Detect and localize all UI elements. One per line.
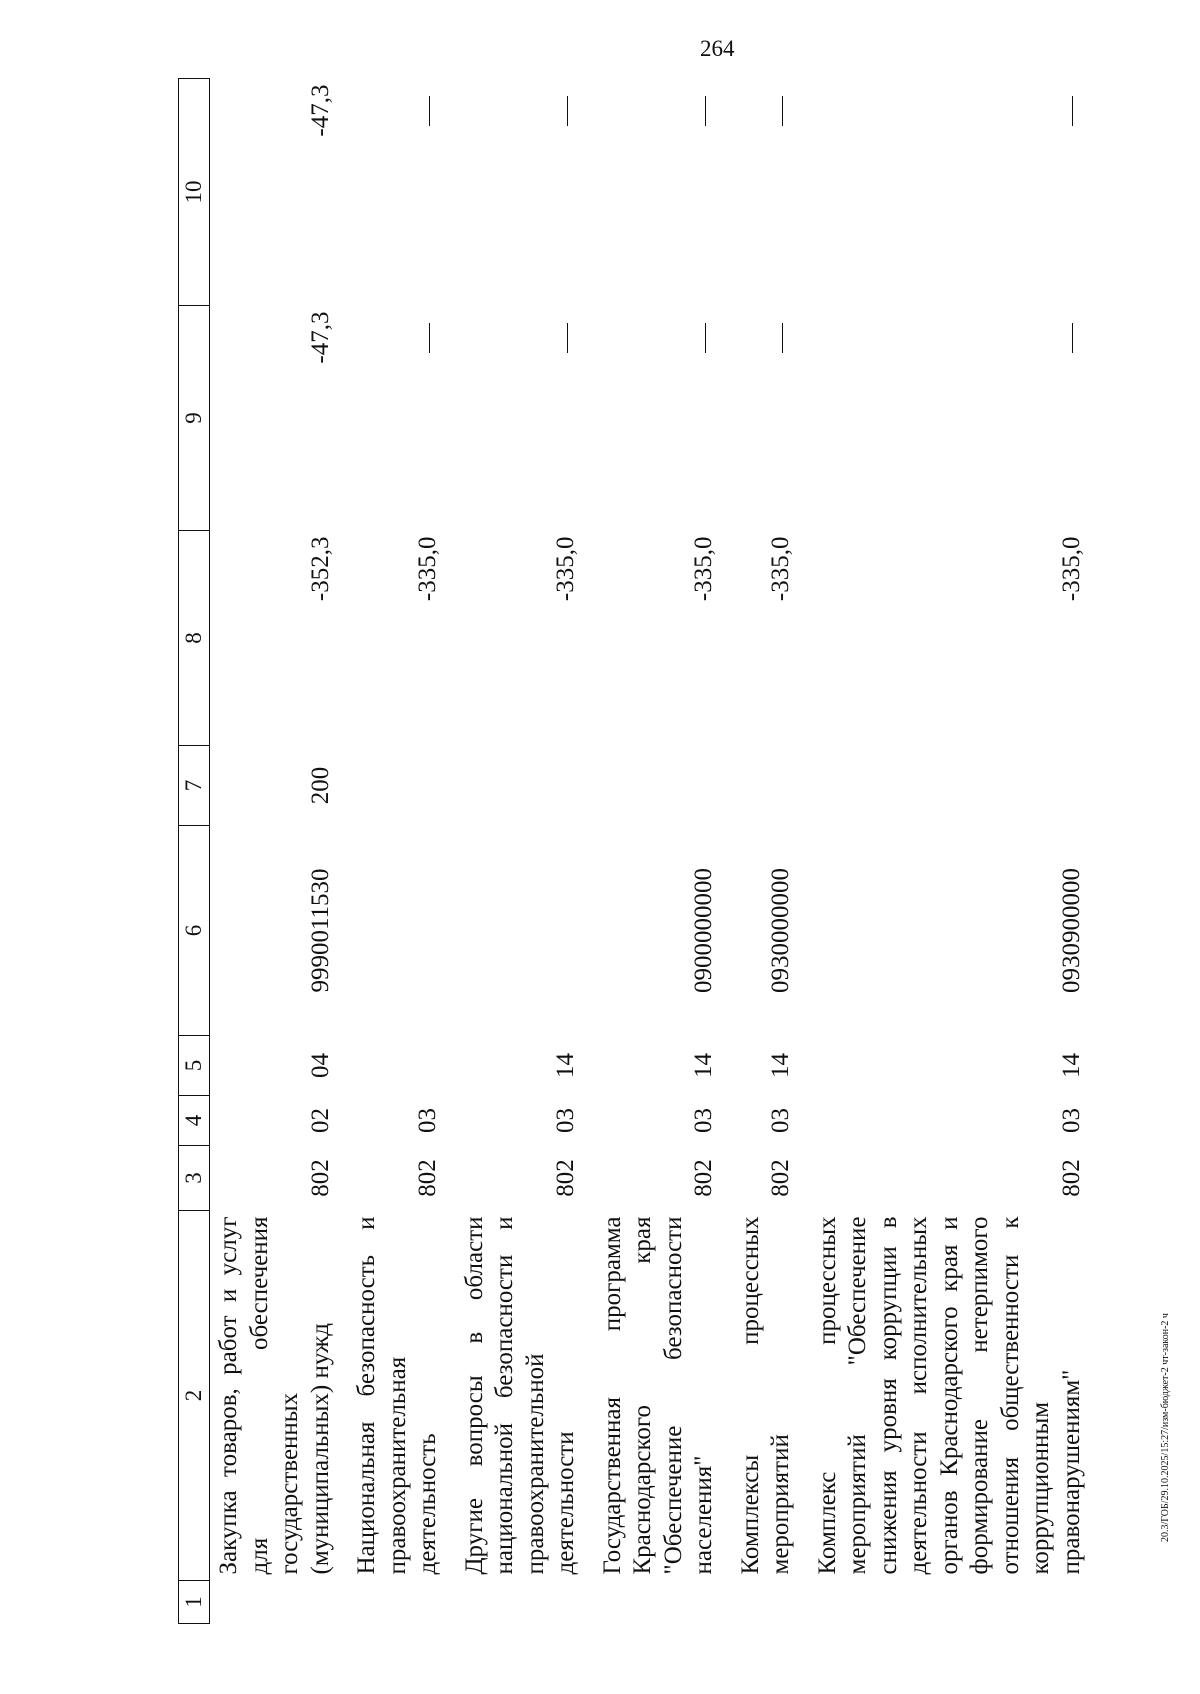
header-cell: 6 <box>179 826 210 1036</box>
cell-col5: 04 <box>306 1053 334 1078</box>
cell-col3: 802 <box>1057 1159 1085 1197</box>
cell-description: Закупка товаров, работ и услуг для обеспечения государственных (муниципальных) нужд <box>215 1216 334 1575</box>
cell-col7 <box>456 746 594 826</box>
dash-mark <box>1072 97 1073 127</box>
cell-col6: 9990011530 <box>306 868 334 993</box>
cell-col8: -352,3 <box>306 536 334 602</box>
cell-col10 <box>809 79 1100 306</box>
cell-description: Другие вопросы в области национальной безопасности и правоохранительной деятельности <box>460 1216 579 1575</box>
cell-col1 <box>594 1581 732 1624</box>
cell-col3: 802 <box>767 1159 794 1197</box>
cell-col1 <box>732 1581 809 1624</box>
cell-col9 <box>348 306 456 531</box>
cell-col5: 14 <box>690 1053 717 1078</box>
table-row <box>732 79 809 1624</box>
dash-mark <box>705 97 706 127</box>
cell-col1 <box>348 1581 456 1624</box>
header-cell: 8 <box>179 531 210 746</box>
cell-col4: 03 <box>414 1108 441 1133</box>
cell-description: Государственная программа Краснодарского края "Обеспечение безопасности населения" <box>598 1216 717 1575</box>
cell-col8: -335,0 <box>414 536 441 602</box>
cell-col3: 802 <box>306 1159 334 1197</box>
dash-mark <box>429 97 430 127</box>
header-cell: 5 <box>179 1036 210 1096</box>
cell-col9 <box>732 306 809 531</box>
cell-col9 <box>809 306 1100 531</box>
cell-col7 <box>809 746 1100 826</box>
cell-col9: -47,3 <box>306 311 334 364</box>
header-cell: 9 <box>179 306 210 531</box>
cell-description: Национальная безопасность и правоохранительная деятельность <box>353 1216 441 1575</box>
footer-document-code: 20.3/ГОБ/29.10.2025/15:27/изм-бюджет-2 чт-закон-2 ч <box>1160 1313 1171 1542</box>
budget-table <box>178 78 1099 1624</box>
cell-col1 <box>809 1581 1100 1624</box>
dash-mark <box>705 324 706 354</box>
cell-col8: -335,0 <box>767 536 794 602</box>
header-cell: 1 <box>179 1581 210 1624</box>
cell-col6: 0930000000 <box>767 868 794 993</box>
table-header-row <box>179 79 210 1624</box>
header-cell: 2 <box>179 1211 210 1581</box>
cell-col4: 02 <box>306 1108 334 1133</box>
cell-col9 <box>594 306 732 531</box>
dash-mark <box>1072 324 1073 354</box>
cell-col7 <box>594 746 732 826</box>
rotated-table-container <box>178 79 1128 1624</box>
cell-col5 <box>348 1036 456 1096</box>
cell-col1 <box>456 1581 594 1624</box>
dash-mark <box>429 324 430 354</box>
cell-col3: 802 <box>690 1159 717 1197</box>
cell-description: Комплексы процессных мероприятий <box>736 1216 794 1575</box>
table-row <box>348 79 456 1624</box>
cell-col7 <box>348 746 456 826</box>
cell-col8: -335,0 <box>552 536 579 602</box>
cell-col10 <box>732 79 809 306</box>
cell-description: Комплекс процессных мероприятий "Обеспечение снижения уровня коррупции в деятельности исполнительных органов Краснодарского края и формирование нетерпимого отношения общественности к коррупционным правонарушениям" <box>813 1216 1085 1575</box>
header-cell: 7 <box>179 746 210 826</box>
header-cell: 4 <box>179 1096 210 1146</box>
header-cell: 10 <box>179 79 210 306</box>
cell-col5: 14 <box>1057 1053 1085 1078</box>
table-row <box>594 79 732 1624</box>
cell-col7: 200 <box>306 766 334 805</box>
cell-col3: 802 <box>414 1159 441 1197</box>
cell-col9 <box>456 306 594 531</box>
cell-col4: 03 <box>690 1108 717 1133</box>
cell-col10 <box>348 79 456 306</box>
cell-col6 <box>348 826 456 1036</box>
dash-mark <box>782 324 783 354</box>
cell-col6: 0900000000 <box>690 868 717 993</box>
cell-col1 <box>210 1581 349 1624</box>
cell-col5: 14 <box>767 1053 794 1078</box>
table-row <box>210 79 349 1624</box>
cell-col8: -335,0 <box>690 536 717 602</box>
cell-col4: 03 <box>552 1108 579 1133</box>
cell-col10 <box>456 79 594 306</box>
cell-col6 <box>456 826 594 1036</box>
cell-col6: 0930900000 <box>1057 868 1085 993</box>
table-row <box>809 79 1100 1624</box>
dash-mark <box>782 97 783 127</box>
cell-col5: 14 <box>552 1053 579 1078</box>
dash-mark <box>567 97 568 127</box>
cell-col8: -335,0 <box>1057 536 1085 602</box>
page-number: 264 <box>700 36 735 61</box>
table-row <box>456 79 594 1624</box>
cell-col7 <box>732 746 809 826</box>
cell-col4: 03 <box>767 1108 794 1133</box>
cell-col4: 03 <box>1057 1108 1085 1133</box>
cell-col10: -47,3 <box>306 84 334 137</box>
dash-mark <box>567 324 568 354</box>
cell-col3: 802 <box>552 1159 579 1197</box>
cell-col10 <box>594 79 732 306</box>
header-cell: 3 <box>179 1146 210 1211</box>
